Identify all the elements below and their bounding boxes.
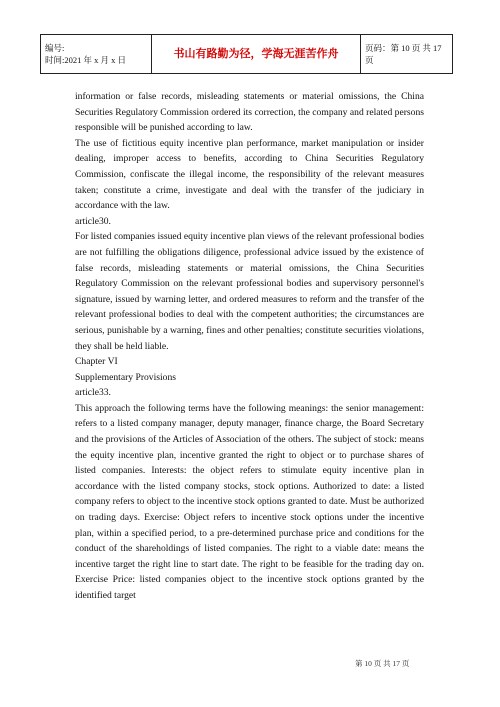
article-heading: article30. xyxy=(75,215,111,227)
number-label: 编号: xyxy=(45,43,65,53)
time-label: 时间:2021 年 x 月 x 日 xyxy=(45,55,126,65)
chapter-heading: Chapter VI xyxy=(75,356,118,368)
document-body xyxy=(75,89,424,604)
section-heading: Supplementary Provisions xyxy=(75,371,176,383)
paragraph: For listed companies issued equity incentive plan views of the relevant professional bodies are not fulfilling the obligations diligence, professional advice issued by the existence of false records, misleading statements or material omissions, the China Securities Regulatory Commission on the relevant professional bodies and supervisory personnel's signature, issued by warning letter, and ordered measures to reform and the transfer of the relevant professional bodies to deal with the competent authorities; the circumstances are serious, punishable by a warning, fines and other penalties; constitute securities violations, they shall be held liable. xyxy=(75,231,424,352)
paragraph: The use of fictitious equity incentive plan performance, market manipulation or insider dealing, improper access to benefits, according to China Securities Regulatory Commission, confiscate the illegal income, the responsibility of the relevant measures taken; constitute a crime, investigate and deal with the transfer of the judiciary in accordance with the law. xyxy=(75,137,424,212)
page-footer: 第 10 页 共 17 页 xyxy=(355,659,410,668)
document-header xyxy=(40,34,453,74)
header-page-info: 页码：第 10 页 共 17 页 xyxy=(361,35,453,74)
paragraph: This approach the following terms have the following meanings: the senior management: refers to a listed company manager, deputy manager, finance charge, the Board Secretary and the provisions of the Articles of Association of the others. The subject of stock: means the equity incentive plan, incentive granted the right to object or to purchase shares of listed companies. Interests: the object refers to stimulate equity incentive plan in accordance with the listed company stocks, stock options. Authorized to date: a listed company refers to object to the incentive stock options granted to date. Must be authorized on trading days. Exercise: Object refers to incentive stock options under the incentive plan, within a specified period, to a pre-determined purchase price and conditions for the conduct of the shareholdings of listed companies. The right to a viable date: means the incentive target the right line to start date. The right to be feasible for the trading day on. Exercise Price: listed companies object to the incentive stock options granted by the identified target xyxy=(75,402,424,601)
header-motto: 书山有路勤为径，学海无涯苦作舟 xyxy=(152,35,361,74)
header-meta xyxy=(41,35,152,74)
article-heading: article33. xyxy=(75,387,111,399)
paragraph: information or false records, misleading statements or material omissions, the China Securities Regulatory Commission ordered its correction, the company and related persons responsible will be punished according to law. xyxy=(75,91,424,134)
